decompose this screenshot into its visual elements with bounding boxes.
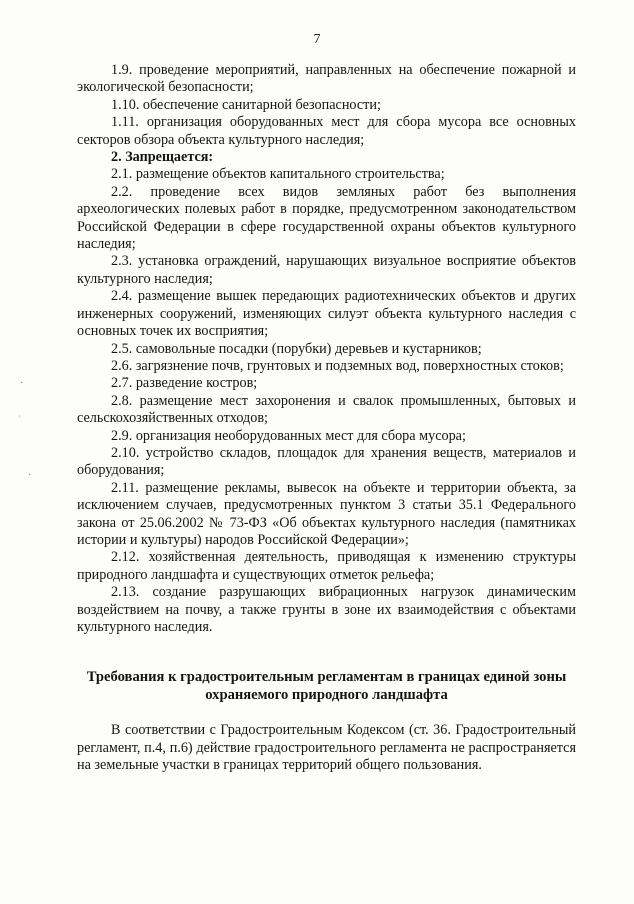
document-body [77, 62, 576, 789]
list-item: 2.4. размещение вышек передающих радиотехнических объектов и других инженерных сооружений, изменяющих силуэт объекта культурного наследия с основных точек их восприятия; [77, 288, 576, 340]
section-title: Требования к градостроительным регламентам в границах единой зоны охраняемого природного ландшафта [86, 669, 567, 704]
list-item: 2.11. размещение рекламы, вывесок на объекте и территории объекта, за исключением случаев, предусмотренных пунктом 3 статьи 35.1 Федерального закона от 25.06.2002 № 73-ФЗ «Об объектах культурного наследия (памятниках истории и культуры) народов Российской Федерации»; [77, 479, 576, 548]
list-item: 1.10. обеспечение санитарной безопасности; [111, 96, 381, 113]
body-paragraph: В соответствии с Градостроительным Кодексом (ст. 36. Градостроительный регламент, п.4, п.6) действие градостроительного регламента не распространяется на земельные участки в границах территорий общего пользования. [77, 722, 576, 774]
list-item: 2.2. проведение всех видов земляных работ без выполнения археологических полевых работ в порядке, предусмотренном законодательством Российской Федерации в сфере государственной охраны объектов культурного наследия; [77, 183, 576, 253]
list-item: 1.9. проведение мероприятий, направленных на обеспечение пожарной и экологической безопасности; [77, 62, 576, 96]
list-item: 2.10. устройство складов, площадок для хранения веществ, материалов и оборудования; [77, 444, 576, 479]
list-item: 2.1. размещение объектов капитального строительства; [111, 166, 445, 183]
list-item: 2.7. разведение костров; [111, 375, 258, 392]
scan-speck: ˒ [18, 410, 22, 421]
page-number: 7 [313, 32, 321, 47]
list-item: 2.9. организация необорудованных мест для сбора мусора; [111, 427, 466, 444]
list-item: 2.6. загрязнение почв, грунтовых и подземных вод, поверхностных стоков; [111, 357, 564, 374]
list-item: 1.11. организация оборудованных мест для сбора мусора все основных секторов обзора объекта культурного наследия; [77, 114, 576, 148]
scan-speck: · [28, 470, 32, 481]
list-item: 2.12. хозяйственная деятельность, приводящая к изменению структуры природного ландшафта и существующих отметок рельефа; [77, 549, 576, 583]
section-heading-prohibited: 2. Запрещается: [111, 149, 214, 166]
scan-speck: · [20, 378, 24, 389]
list-item: 2.5. самовольные посадки (порубки) деревьев и кустарников; [111, 340, 482, 357]
list-item: 2.3. установка ограждений, нарушающих визуальное восприятие объектов культурного наследия; [77, 253, 576, 287]
list-item: 2.13. создание разрушающих вибрационных нагрузок динамическим воздействием на почву, а также грунты в зоне их взаимодействия с объектами культурного наследия. [77, 584, 576, 635]
list-item: 2.8. размещение мест захоронения и свалок промышленных, бытовых и сельскохозяйственных отходов; [77, 392, 576, 427]
